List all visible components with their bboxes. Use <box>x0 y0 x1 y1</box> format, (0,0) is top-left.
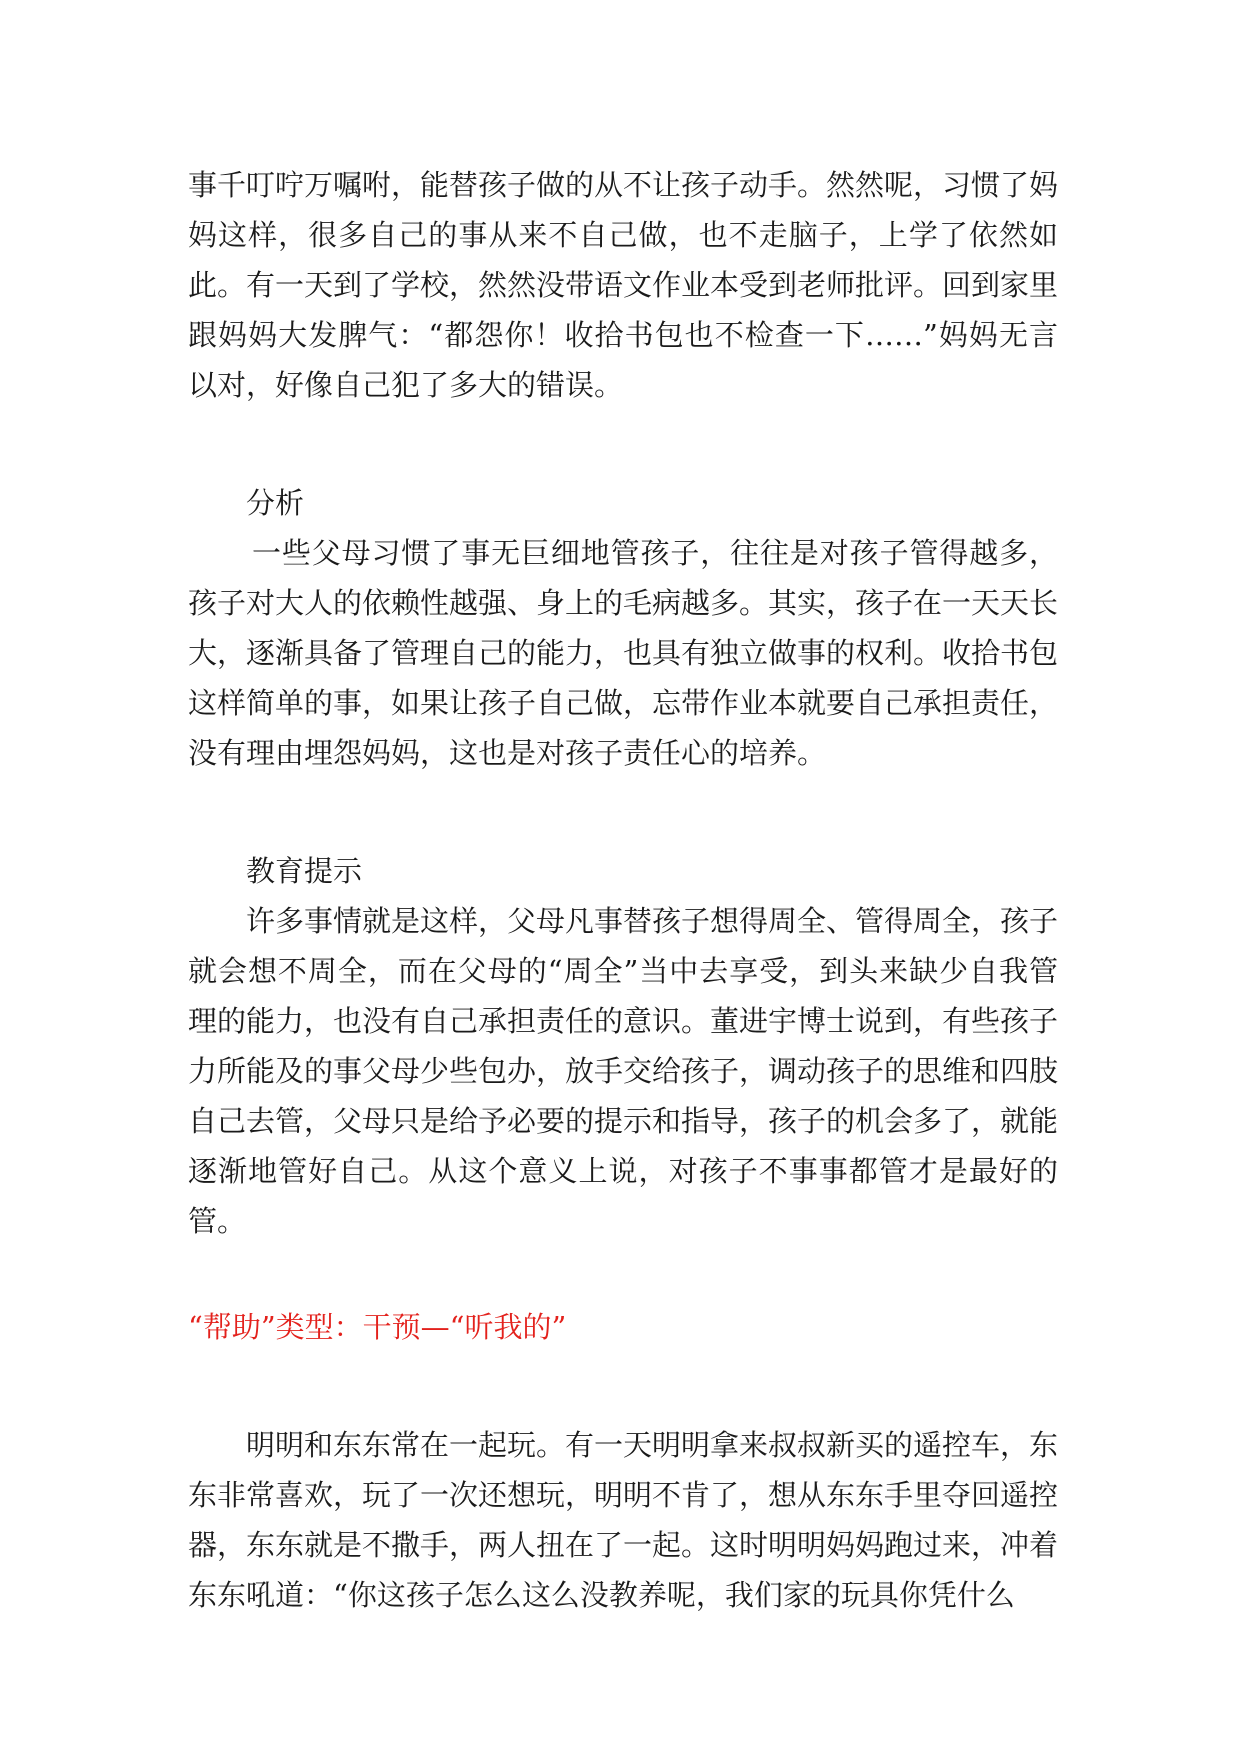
spacer <box>188 410 1058 478</box>
story-paragraph-mingming: 明明和东东常在一起玩。有一天明明拿来叔叔新买的遥控车，东东非常喜欢，玩了一次还想玩，明明不肯了，想从东东手里夺回遥控器，东东就是不撒手，两人扭在了一起。这时明明妈妈跑过来，冲着东东吼道：“你这孩子怎么这么没教养呢，我们家的玩具你凭什么 <box>188 1428 1059 1612</box>
spacer <box>188 1246 1058 1302</box>
analysis-paragraph: 一些父母习惯了事无巨细地管孩子，往往是对孩子管得越多，孩子对大人的依赖性越强、身上的毛病越多。其实，孩子在一天天长大，逐渐具备了管理自己的能力，也具有独立做事的权利。收拾书包这样简单的事，如果让孩子自己做，忘带作业本就要自己承担责任，没有理由埋怨妈妈，这也是对孩子责任心的培养。 <box>188 536 1059 770</box>
tips-heading: 教育提示 <box>246 854 363 888</box>
analysis-heading: 分析 <box>246 486 305 520</box>
story-paragraph-ranran: 事千叮咛万嘱咐，能替孩子做的从不让孩子动手。然然呢，习惯了妈妈这样，很多自己的事从来不自己做，也不走脑子，上学了依然如此。有一天到了学校，然然没带语文作业本受到老师批评。回到家里跟妈妈大发脾气：“都怨你！收拾书包也不检查一下……”妈妈无言以对，好像自己犯了多大的错误。 <box>188 168 1059 402</box>
spacer <box>188 778 1058 846</box>
tips-paragraph: 许多事情就是这样，父母凡事替孩子想得周全、管得周全，孩子就会想不周全，而在父母的“周全”当中去享受，到头来缺少自我管理的能力，也没有自己承担责任的意识。董进宇博士说到，有些孩子力所能及的事父母少些包办，放手交给孩子，调动孩子的思维和四肢自己去管，父母只是给予必要的提示和指导，孩子的机会多了，就能逐渐地管好自己。从这个意义上说，对孩子不事事都管才是最好的管。 <box>188 904 1059 1238</box>
document-page <box>188 160 1058 1620</box>
spacer <box>188 1352 1058 1420</box>
section-title: “帮助”类型：干预—“听我的” <box>188 1310 567 1344</box>
